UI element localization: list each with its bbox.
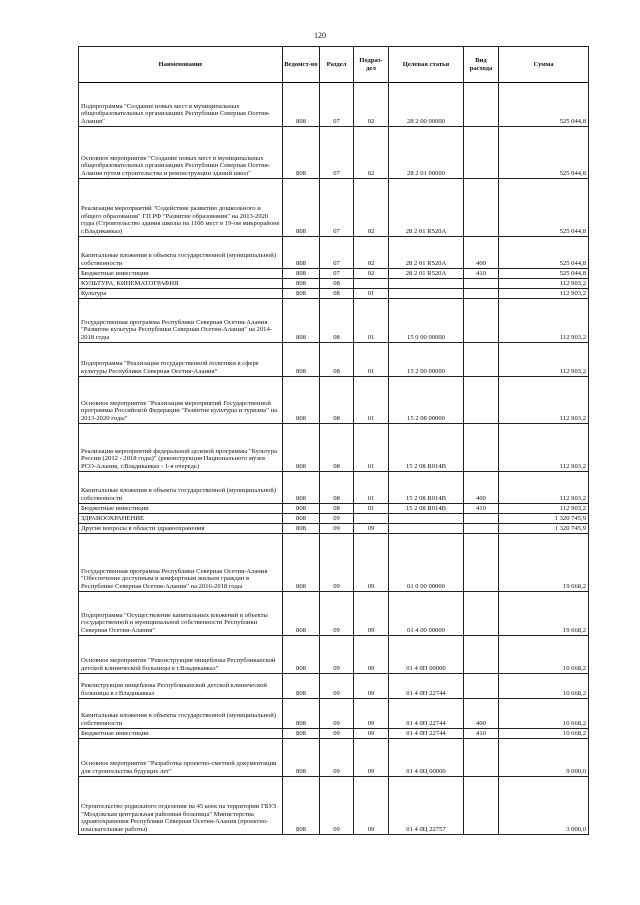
row-amount: 10 668,2 <box>499 636 589 674</box>
row-section: 09 <box>320 739 354 777</box>
row-section: 08 <box>320 424 354 472</box>
row-amount: 19 668,2 <box>499 592 589 636</box>
row-amount: 525 044,8 <box>499 237 589 269</box>
row-expense-type <box>464 424 499 472</box>
row-target <box>389 279 464 289</box>
row-name: Капитальные вложения в объекты государственной (муниципальной) собственности <box>79 699 283 729</box>
row-name: Реализация мероприятий "Содействие развитию дошкольного и общего образования" ГП РФ "Развитие образования" на 2013-2020 годы (Строительство здания школы на 1100 мест в 19-ом микрорайоне г.Владикавказ) <box>79 179 283 237</box>
row-subsection: 02 <box>354 83 389 127</box>
row-section: 07 <box>320 237 354 269</box>
table-row <box>79 674 589 699</box>
row-ministry: 808 <box>283 472 320 504</box>
row-subsection: 01 <box>354 343 389 377</box>
row-subsection: 02 <box>354 237 389 269</box>
row-name: Государственная программа Республики Северная Осетия-Алания "Развитие культуры Республики Северная Осетия-Алания" на 2014-2018 годы <box>79 299 283 343</box>
table-row <box>79 377 589 424</box>
row-name: Подпрограмма "Осуществление капитальных вложений в объекты государственной и муниципальной собственности Республики Северная Осетия-Алания" <box>79 592 283 636</box>
row-name: Основное мероприятие "Реконструкция пищеблока Республиканской детской клинической больницы в г.Владикавказ" <box>79 636 283 674</box>
header-subsection: Подраз-дел <box>354 47 389 83</box>
row-ministry: 808 <box>283 729 320 739</box>
table-row <box>79 636 589 674</box>
row-target <box>389 514 464 524</box>
row-section: 08 <box>320 299 354 343</box>
row-section: 09 <box>320 514 354 524</box>
table-row <box>79 289 589 299</box>
row-section: 08 <box>320 289 354 299</box>
row-section: 07 <box>320 83 354 127</box>
row-ministry: 808 <box>283 739 320 777</box>
row-amount: 112 903,2 <box>499 472 589 504</box>
table-row <box>79 237 589 269</box>
row-section: 08 <box>320 472 354 504</box>
row-ministry: 808 <box>283 377 320 424</box>
row-subsection: 09 <box>354 699 389 729</box>
row-ministry: 808 <box>283 636 320 674</box>
row-amount: 1 320 745,9 <box>499 524 589 534</box>
row-expense-type <box>464 674 499 699</box>
table-row <box>79 279 589 289</box>
row-section: 07 <box>320 179 354 237</box>
row-subsection: 02 <box>354 179 389 237</box>
row-target: 15 2 00 00000 <box>389 343 464 377</box>
row-section: 09 <box>320 534 354 592</box>
row-name: Государственная программа Республики Северная Осетия-Алания "Обеспечение доступным и комфортным жильем граждан в Республике Северная Осетия-Алания" на 2016-2018 годы <box>79 534 283 592</box>
row-name: Культура <box>79 289 283 299</box>
row-subsection: 01 <box>354 377 389 424</box>
row-expense-type <box>464 83 499 127</box>
row-subsection: 09 <box>354 777 389 835</box>
header-section: Раздел <box>320 47 354 83</box>
row-target <box>389 289 464 299</box>
row-subsection <box>354 279 389 289</box>
page-number: 120 <box>314 31 326 40</box>
row-ministry: 808 <box>283 504 320 514</box>
row-ministry: 808 <box>283 127 320 179</box>
row-name: Подпрограмма "Реализация государственной политики в сфере культуры Республики Северная Осетия-Алания" <box>79 343 283 377</box>
row-expense-type <box>464 289 499 299</box>
table-row <box>79 514 589 524</box>
row-expense-type <box>464 524 499 534</box>
budget-table <box>78 46 589 835</box>
table-row <box>79 739 589 777</box>
row-name: Реализация мероприятий федеральной целевой программы "Культура России (2012 - 2018 годы)" (реконструкция Национального музея РСО-Алания, г.Владикавказ - 1-я очередь) <box>79 424 283 472</box>
row-section: 09 <box>320 524 354 534</box>
table-row <box>79 472 589 504</box>
row-name: Бюджетные инвестиции <box>79 269 283 279</box>
row-expense-type: 410 <box>464 269 499 279</box>
row-ministry: 808 <box>283 534 320 592</box>
row-amount: 525 044,8 <box>499 269 589 279</box>
row-section: 08 <box>320 343 354 377</box>
row-expense-type <box>464 534 499 592</box>
row-section: 09 <box>320 674 354 699</box>
row-section: 09 <box>320 592 354 636</box>
table-row <box>79 179 589 237</box>
row-subsection: 09 <box>354 524 389 534</box>
table-row <box>79 504 589 514</box>
row-amount: 112 903,2 <box>499 279 589 289</box>
table-row <box>79 127 589 179</box>
header-name: Наименование <box>79 47 283 83</box>
row-subsection: 01 <box>354 424 389 472</box>
row-expense-type: 400 <box>464 472 499 504</box>
table-row <box>79 699 589 729</box>
row-name: Основное мероприятие "Создание новых мест в муниципальных общеобразовательных организациях Республики Северная Осетия-Алания путем строительства и реконструкции зданий школ" <box>79 127 283 179</box>
row-target: 01 4 0П 22744 <box>389 729 464 739</box>
row-target: 01 4 0П 00000 <box>389 636 464 674</box>
row-target: 15 0 00 00000 <box>389 299 464 343</box>
row-name: Другие вопросы в области здравоохранения <box>79 524 283 534</box>
row-amount: 19 668,2 <box>499 534 589 592</box>
row-ministry: 808 <box>283 179 320 237</box>
row-target: 28 2 01 00000 <box>389 127 464 179</box>
row-amount: 525 044,8 <box>499 179 589 237</box>
row-expense-type <box>464 739 499 777</box>
row-subsection: 02 <box>354 127 389 179</box>
row-target: 15 2 08 R014В <box>389 472 464 504</box>
row-ministry: 808 <box>283 289 320 299</box>
table-row <box>79 269 589 279</box>
row-section: 08 <box>320 504 354 514</box>
row-subsection: 09 <box>354 729 389 739</box>
row-subsection: 02 <box>354 269 389 279</box>
row-expense-type <box>464 279 499 289</box>
row-amount: 10 668,2 <box>499 674 589 699</box>
row-target: 01 4 00 00000 <box>389 592 464 636</box>
row-ministry: 808 <box>283 524 320 534</box>
row-expense-type <box>464 377 499 424</box>
row-ministry: 808 <box>283 514 320 524</box>
row-target: 28 2 01 R520А <box>389 179 464 237</box>
row-expense-type <box>464 299 499 343</box>
row-expense-type <box>464 179 499 237</box>
row-expense-type: 410 <box>464 729 499 739</box>
row-ministry: 808 <box>283 592 320 636</box>
row-target: 15 2 08 R014В <box>389 424 464 472</box>
row-expense-type <box>464 636 499 674</box>
row-amount: 3 000,0 <box>499 777 589 835</box>
row-target <box>389 524 464 534</box>
row-target: 15 2 08 R014В <box>389 504 464 514</box>
row-ministry: 808 <box>283 777 320 835</box>
row-expense-type: 410 <box>464 504 499 514</box>
row-name: Подпрограмма "Создание новых мест в муниципальных общеобразовательных организациях Республики Северная Осетия-Алания" <box>79 83 283 127</box>
row-amount: 1 320 745,9 <box>499 514 589 524</box>
row-target: 28 2 01 R520А <box>389 237 464 269</box>
row-amount: 10 668,2 <box>499 729 589 739</box>
row-subsection: 01 <box>354 289 389 299</box>
row-name: Основное мероприятие "Реализация мероприятий Государственной программы Российской Федерации "Развитие культуры и туризма" на 2013-2020 годы" <box>79 377 283 424</box>
table-row <box>79 524 589 534</box>
row-ministry: 808 <box>283 343 320 377</box>
row-target: 01 4 0Ц 22757 <box>389 777 464 835</box>
table-row <box>79 299 589 343</box>
row-subsection: 01 <box>354 299 389 343</box>
row-name: ЗДРАВООХРАНЕНИЕ <box>79 514 283 524</box>
table-row <box>79 343 589 377</box>
row-name: КУЛЬТУРА, КИНЕМАТОГРАФИЯ <box>79 279 283 289</box>
row-expense-type <box>464 343 499 377</box>
row-amount: 112 903,2 <box>499 424 589 472</box>
header-ministry: Ведомст-во <box>283 47 320 83</box>
row-ministry: 808 <box>283 237 320 269</box>
row-expense-type <box>464 592 499 636</box>
row-target: 28 2 01 R520А <box>389 269 464 279</box>
row-section: 09 <box>320 636 354 674</box>
table-row <box>79 534 589 592</box>
table-row <box>79 83 589 127</box>
row-expense-type <box>464 127 499 179</box>
row-target: 01 0 00 00000 <box>389 534 464 592</box>
row-name: Капитальные вложения в объекты государственной (муниципальной) собственности <box>79 237 283 269</box>
row-target: 28 2 00 00000 <box>389 83 464 127</box>
row-subsection: 09 <box>354 592 389 636</box>
row-amount: 112 903,2 <box>499 504 589 514</box>
row-amount: 10 668,2 <box>499 699 589 729</box>
row-section: 09 <box>320 699 354 729</box>
row-subsection: 09 <box>354 674 389 699</box>
row-name: Строительство родильного отделения на 45 коек на территории ГБУЗ "Моздокская центральная районная больница" Министерства здравоохранения Республики Северная Осетия-Алания (проектно-изыскательные работы) <box>79 777 283 835</box>
row-subsection <box>354 514 389 524</box>
row-amount: 525 044,8 <box>499 83 589 127</box>
row-ministry: 808 <box>283 279 320 289</box>
row-section: 08 <box>320 279 354 289</box>
row-section: 07 <box>320 269 354 279</box>
row-amount: 525 044,8 <box>499 127 589 179</box>
row-subsection: 01 <box>354 504 389 514</box>
row-target: 01 4 0П 22744 <box>389 674 464 699</box>
table-row <box>79 777 589 835</box>
row-section: 09 <box>320 777 354 835</box>
row-name: Бюджетные инвестиции <box>79 729 283 739</box>
row-subsection: 09 <box>354 534 389 592</box>
row-expense-type <box>464 514 499 524</box>
row-section: 09 <box>320 729 354 739</box>
row-expense-type <box>464 777 499 835</box>
row-ministry: 808 <box>283 299 320 343</box>
row-subsection: 09 <box>354 739 389 777</box>
table-header-row <box>79 47 589 83</box>
row-subsection: 09 <box>354 636 389 674</box>
row-subsection: 01 <box>354 472 389 504</box>
row-amount: 112 903,2 <box>499 299 589 343</box>
row-amount: 112 903,2 <box>499 377 589 424</box>
row-name: Реконструкция пищеблока Республиканской детской клинической больницы в г.Владикавказ <box>79 674 283 699</box>
row-ministry: 808 <box>283 424 320 472</box>
row-ministry: 808 <box>283 674 320 699</box>
row-target: 01 4 0П 22744 <box>389 699 464 729</box>
row-name: Бюджетные инвестиции <box>79 504 283 514</box>
row-amount: 112 903,2 <box>499 289 589 299</box>
table-row <box>79 592 589 636</box>
header-expense-type: Вид расхода <box>464 47 499 83</box>
row-ministry: 808 <box>283 83 320 127</box>
row-expense-type: 400 <box>464 699 499 729</box>
row-expense-type: 400 <box>464 237 499 269</box>
row-name: Основное мероприятие "Разработка проектно-сметной документации для строительства будущих лет" <box>79 739 283 777</box>
header-amount: Сумма <box>499 47 589 83</box>
header-target: Целевая статья <box>389 47 464 83</box>
row-ministry: 808 <box>283 699 320 729</box>
row-target: 01 4 0Ц 00000 <box>389 739 464 777</box>
row-target: 15 2 08 00000 <box>389 377 464 424</box>
row-section: 08 <box>320 377 354 424</box>
table-row <box>79 729 589 739</box>
table-row <box>79 424 589 472</box>
row-name: Капитальные вложения в объекты государственной (муниципальной) собственности <box>79 472 283 504</box>
row-amount: 9 000,0 <box>499 739 589 777</box>
row-amount: 112 903,2 <box>499 343 589 377</box>
row-section: 07 <box>320 127 354 179</box>
row-ministry: 808 <box>283 269 320 279</box>
